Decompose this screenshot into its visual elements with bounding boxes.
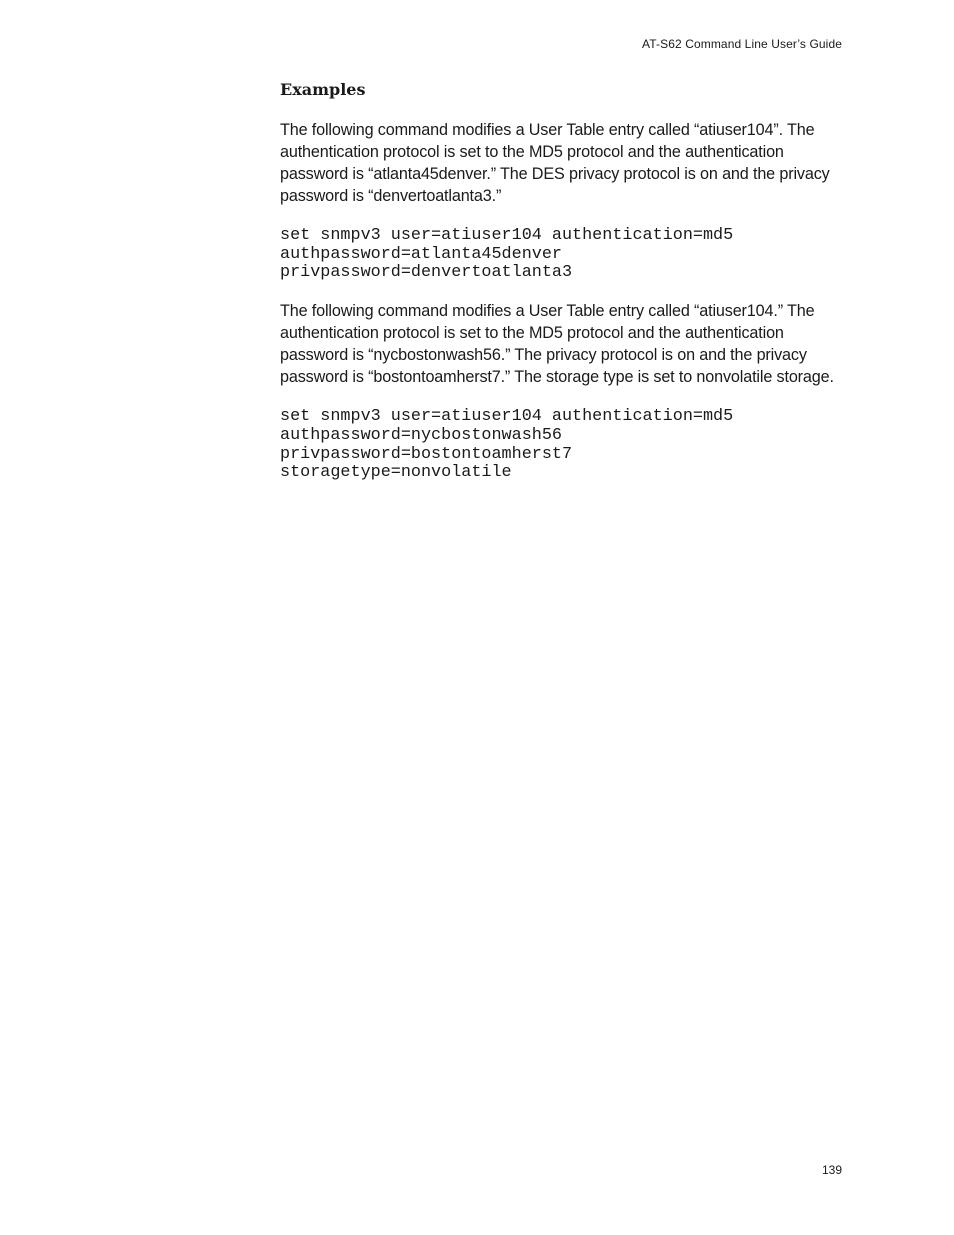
example-1-description: The following command modifies a User Table entry called “atiuser104”. The authentication protocol is set to the MD5 protocol and the authentication password is “atlanta45denver.” The DES privacy protocol is on and the privacy password is “denvertoatlanta3.” [280, 121, 830, 205]
example-2-command [280, 408, 844, 483]
running-header: AT-S62 Command Line User’s Guide [642, 37, 842, 51]
code-line: set snmpv3 user=atiuser104 authentication=md5 [280, 226, 734, 245]
code-line: privpassword=denvertoatlanta3 [280, 263, 573, 283]
page-number: 139 [821, 1163, 842, 1177]
code-line: storagetype=nonvolatile [280, 463, 512, 483]
code-line: authpassword=nycbostonwash56 [280, 425, 562, 445]
main-content [280, 78, 844, 483]
section-heading: Examples [280, 80, 366, 99]
example-1-command [280, 227, 844, 283]
code-line: authpassword=atlanta45denver [280, 244, 562, 264]
code-line: set snmpv3 user=atiuser104 authentication=md5 [280, 407, 734, 427]
code-line: privpassword=bostontoamherst7 [280, 444, 573, 464]
example-2-description: The following command modifies a User Table entry called “atiuser104.” The authentication protocol is set to the MD5 protocol and the authentication password is “nycbostonwash56.” The privacy protocol is on and the privacy password is “bostontoamherst7.” The storage type is set to nonvolatile storage. [280, 302, 834, 387]
